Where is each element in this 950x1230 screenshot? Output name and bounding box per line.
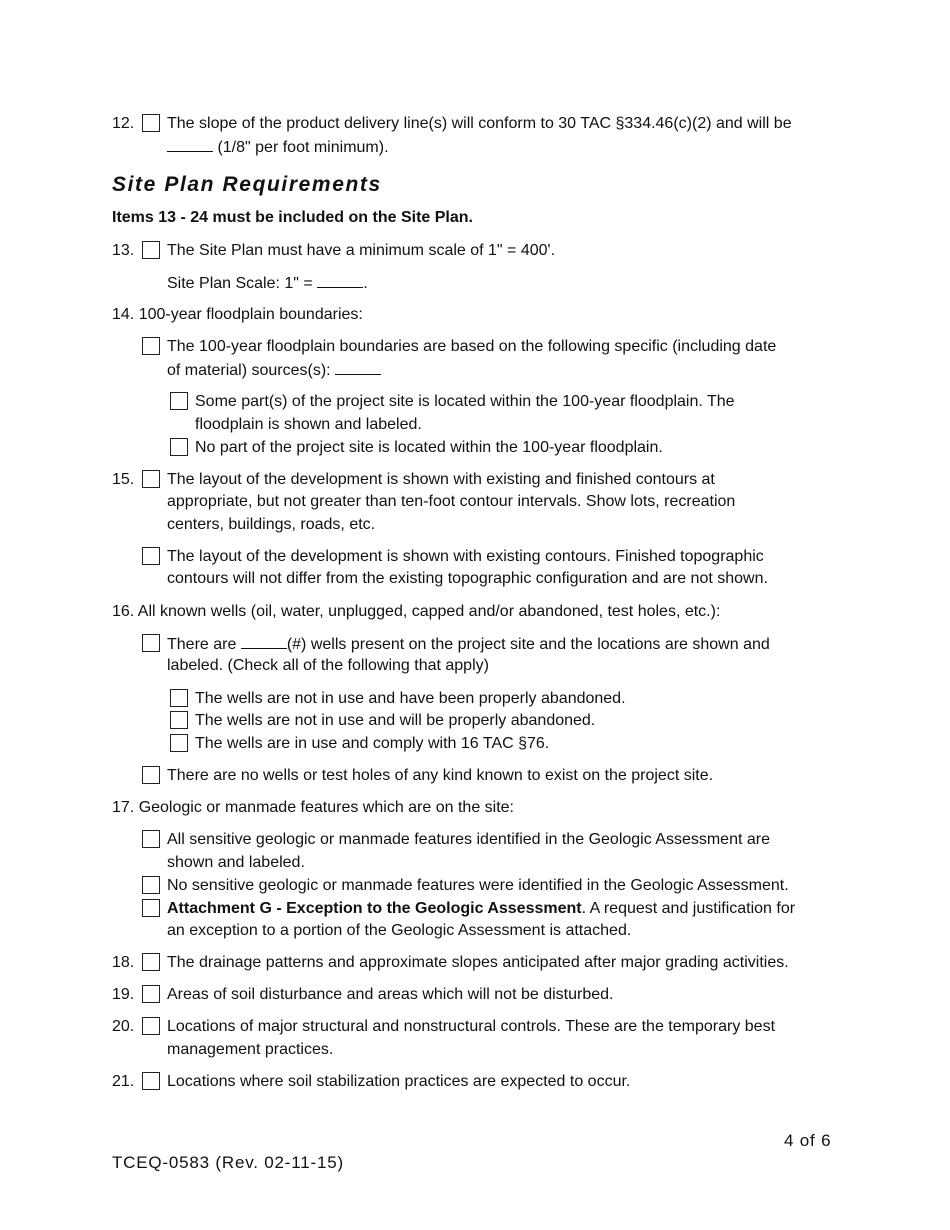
- item-12-slope-blank[interactable]: [167, 136, 213, 152]
- item-17-shown-checkbox[interactable]: [142, 830, 160, 848]
- item-16-will-abandon-checkbox[interactable]: [170, 711, 188, 729]
- item-16-in-use-checkbox[interactable]: [170, 734, 188, 752]
- item-20-number: 20.: [112, 1018, 135, 1035]
- section-subheading: Items 13 - 24 must be included on the Site Plan.: [112, 209, 473, 226]
- item-16-abandoned-text: The wells are not in use and have been properly abandoned.: [195, 690, 626, 707]
- item-16-will-abandon-text: The wells are not in use and will be properly abandoned.: [195, 712, 596, 729]
- page-number: 4 of 6: [784, 1131, 832, 1150]
- section-heading: Site Plan Requirements: [112, 173, 382, 196]
- item-15-text: The layout of the development is shown with existing and finished contours at: [167, 471, 715, 488]
- wells-count-blank[interactable]: [241, 633, 287, 649]
- item-21-number: 21.: [112, 1073, 135, 1090]
- item-14-not-within-floodplain-checkbox[interactable]: [170, 438, 188, 456]
- item-16-wells-present-text: There are (#) wells present on the project site and the locations are shown and: [167, 633, 770, 656]
- item-14-within-text: Some part(s) of the project site is located within the 100-year floodplain. The: [195, 393, 735, 410]
- item-18-text: The drainage patterns and approximate slopes anticipated after major grading activities.: [167, 954, 789, 971]
- item-12-checkbox[interactable]: [142, 114, 160, 132]
- item-17-shown-text-line2: shown and labeled.: [167, 854, 305, 871]
- site-plan-scale-blank[interactable]: [317, 272, 363, 288]
- item-19-number: 19.: [112, 986, 135, 1003]
- item-13-text: The Site Plan must have a minimum scale of 1" = 400'.: [167, 242, 556, 259]
- item-20-checkbox[interactable]: [142, 1017, 160, 1035]
- item-16-wells-present-checkbox[interactable]: [142, 634, 160, 652]
- item-16-no-wells-checkbox[interactable]: [142, 766, 160, 784]
- item-17-attachment-g-text-line2: an exception to a portion of the Geologic Assessment is attached.: [167, 922, 632, 939]
- item-13-checkbox[interactable]: [142, 241, 160, 259]
- item-15-existing-contours-checkbox[interactable]: [142, 547, 160, 565]
- item-18-checkbox[interactable]: [142, 953, 160, 971]
- item-13-scale: Site Plan Scale: 1" = .: [167, 272, 368, 295]
- floodplain-sources-blank[interactable]: [335, 359, 381, 375]
- item-12-text: The slope of the product delivery line(s) will conform to 30 TAC §334.46(c)(2) and will be: [167, 115, 792, 132]
- item-12-number: 12.: [112, 115, 135, 132]
- item-21-checkbox[interactable]: [142, 1072, 160, 1090]
- item-14-within-text-line2: floodplain is shown and labeled.: [195, 416, 422, 433]
- item-17-shown-text: All sensitive geologic or manmade features identified in the Geologic Assessment are: [167, 831, 770, 848]
- item-13-number: 13.: [112, 242, 135, 259]
- item-20-text: Locations of major structural and nonstructural controls. These are the temporary best: [167, 1018, 776, 1035]
- item-14-sources-text: The 100-year floodplain boundaries are based on the following specific (including date: [167, 338, 777, 355]
- form-id: TCEQ-0583 (Rev. 02-11-15): [112, 1153, 344, 1172]
- item-19-checkbox[interactable]: [142, 985, 160, 1003]
- item-15-existing-text-line2: contours will not differ from the existing topographic configuration and are not shown.: [167, 570, 768, 587]
- item-14-title: 14. 100-year floodplain boundaries:: [112, 306, 363, 323]
- item-14-sources-checkbox[interactable]: [142, 337, 160, 355]
- item-15-number: 15.: [112, 471, 135, 488]
- item-15-checkbox[interactable]: [142, 470, 160, 488]
- item-14-within-floodplain-checkbox[interactable]: [170, 392, 188, 410]
- item-20-text-line2: management practices.: [167, 1041, 334, 1058]
- item-15-text-line2: appropriate, but not greater than ten-foot contour intervals. Show lots, recreation: [167, 493, 736, 510]
- item-16-no-wells-text: There are no wells or test holes of any kind known to exist on the project site.: [167, 767, 714, 784]
- item-17-attachment-g-checkbox[interactable]: [142, 899, 160, 917]
- item-16-abandoned-checkbox[interactable]: [170, 689, 188, 707]
- item-16-title: 16. All known wells (oil, water, unplugged, capped and/or abandoned, test holes, etc.):: [112, 603, 721, 620]
- item-17-none-identified-checkbox[interactable]: [142, 876, 160, 894]
- item-18-number: 18.: [112, 954, 135, 971]
- item-16-wells-present-text-line2: labeled. (Check all of the following that apply): [167, 657, 489, 674]
- item-14-sources-text-line2: of material) sources(s):: [167, 359, 381, 382]
- item-15-existing-text: The layout of the development is shown with existing contours. Finished topographic: [167, 548, 764, 565]
- item-16-in-use-text: The wells are in use and comply with 16 TAC §76.: [195, 735, 550, 752]
- item-19-text: Areas of soil disturbance and areas which will not be disturbed.: [167, 986, 614, 1003]
- item-21-text: Locations where soil stabilization practices are expected to occur.: [167, 1073, 631, 1090]
- item-15-text-line3: centers, buildings, roads, etc.: [167, 516, 376, 533]
- item-12-text-line2: (1/8" per foot minimum).: [167, 136, 389, 159]
- item-17-title: 17. Geologic or manmade features which are on the site:: [112, 799, 514, 816]
- item-14-not-within-text: No part of the project site is located within the 100-year floodplain.: [195, 439, 663, 456]
- item-17-attachment-g-text: Attachment G - Exception to the Geologic Assessment. A request and justification for: [167, 900, 796, 917]
- item-17-none-identified-text: No sensitive geologic or manmade features were identified in the Geologic Assessment.: [167, 877, 789, 894]
